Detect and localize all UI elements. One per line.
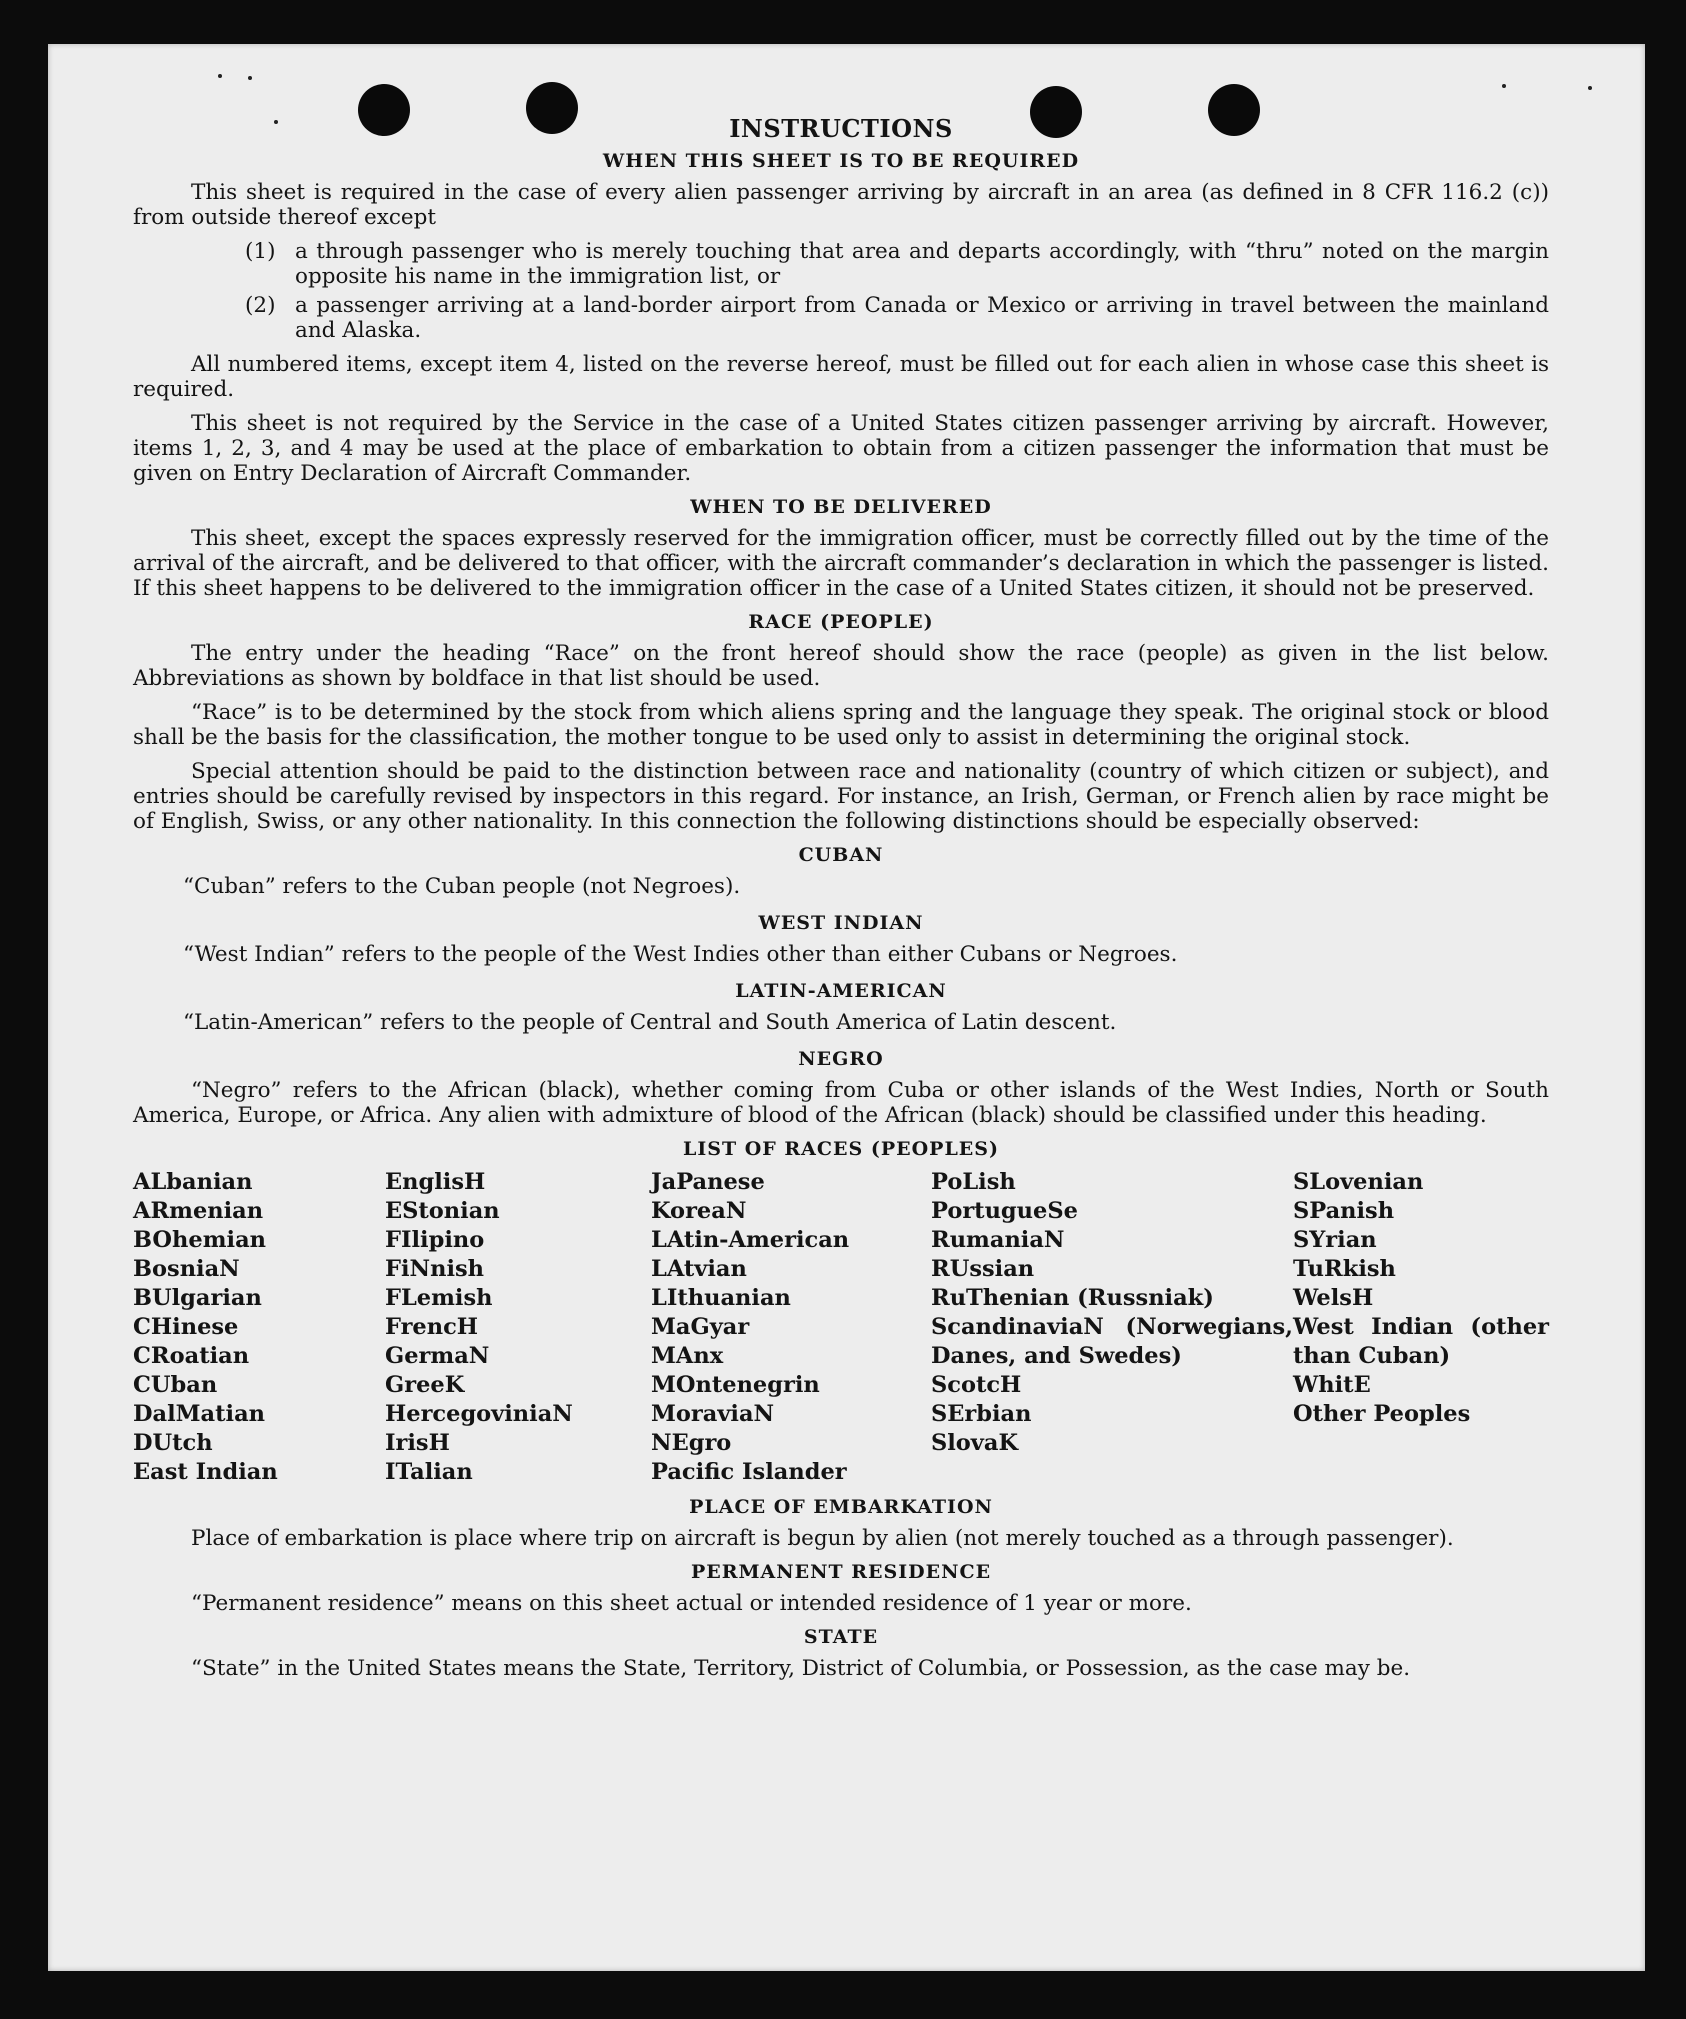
race-entry: ARmenian <box>133 1198 264 1224</box>
race-entry: East Indian <box>133 1459 278 1485</box>
speck <box>248 76 252 80</box>
race-entry: FIlipino <box>385 1227 485 1253</box>
race-entry: BosniaN <box>133 1256 240 1282</box>
speck <box>1502 84 1506 88</box>
races-column-2 <box>385 1168 651 1487</box>
item-text: a passenger arriving at a land-border airport from Canada or Mexico or arriving in travel between the mainland and Alaska. <box>295 293 1549 343</box>
race-entry: SYrian <box>1293 1227 1377 1253</box>
instructions-content <box>133 116 1549 1690</box>
race-entry: EStonian <box>385 1198 500 1224</box>
race-entry: PoLish <box>931 1169 1016 1195</box>
races-column-3 <box>651 1168 931 1487</box>
heading-delivered: WHEN TO BE DELIVERED <box>690 496 992 518</box>
race-entry: MoraviaN <box>651 1401 775 1427</box>
definition-residence: “Permanent residence” means on this sheet actual or intended residence of 1 year or more. <box>191 1591 1192 1616</box>
races-column-1 <box>133 1168 385 1487</box>
race-entry: WhitE <box>1293 1372 1371 1398</box>
heading-required: WHEN THIS SHEET IS TO BE REQUIRED <box>602 150 1080 172</box>
item-number: (1) <box>245 239 276 264</box>
race-entry: GreeK <box>385 1372 465 1398</box>
definition-negro: “Negro” refers to the African (black), whether coming from Cuba or other islands of the West Indies, North or South America, Europe, or Africa. Any alien with admixture of blood of the African (black) should be classified under this heading. <box>133 1078 1549 1128</box>
race-entry: ALbanian <box>133 1169 253 1195</box>
race-entry: CRoatian <box>133 1343 250 1369</box>
definition-state: “State” in the United States means the State, Territory, District of Columbia, or Possession, as the case may be. <box>191 1656 1411 1681</box>
race-entry: West Indian (other than Cuban) <box>1293 1314 1549 1369</box>
paragraph: The entry under the heading “Race” on the front hereof should show the race (people) as given in the list below. Abbreviations as shown by boldface in that list should be used. <box>133 641 1549 691</box>
race-entry: ScandinaviaN (Norwegians, Danes, and Swedes) <box>931 1314 1293 1369</box>
race-entry: SErbian <box>931 1401 1032 1427</box>
race-entry: KoreaN <box>651 1198 747 1224</box>
definition-cuban: “Cuban” refers to the Cuban people (not Negroes). <box>183 874 741 899</box>
race-entry: ScotcH <box>931 1372 1022 1398</box>
paragraph: This sheet, except the spaces expressly reserved for the immigration officer, must be correctly filled out by the time of the arrival of the aircraft, and be delivered to that officer, with the aircraft commander’s declaration in which the passenger is listed. If this sheet happens to be delivered to the immigration officer in the case of a United States citizen, it should not be preserved. <box>133 526 1549 601</box>
race-entry: EnglisH <box>385 1169 486 1195</box>
race-entry: SLovenian <box>1293 1169 1424 1195</box>
race-entry: JaPanese <box>651 1169 765 1195</box>
race-entry: FLemish <box>385 1285 493 1311</box>
race-entry: SPanish <box>1293 1198 1395 1224</box>
races-list <box>133 1168 1549 1487</box>
race-entry: MOntenegrin <box>651 1372 820 1398</box>
definition-west-indian: “West Indian” refers to the people of the West Indies other than either Cubans or Negroes. <box>183 942 1178 967</box>
race-entry: DUtch <box>133 1430 213 1456</box>
paragraph: This sheet is not required by the Service in the case of a United States citizen passenger arriving by aircraft. However, items 1, 2, 3, and 4 may be used at the place of embarkation to obtain from a citizen passenger the information that must be given on Entry Declaration of Aircraft Commander. <box>133 411 1549 486</box>
race-entry: NEgro <box>651 1430 732 1456</box>
race-entry: RuThenian (Russniak) <box>931 1285 1214 1311</box>
heading-list-of-races: LIST OF RACES (PEOPLES) <box>683 1138 999 1160</box>
race-entry: HercegoviniaN <box>385 1401 573 1427</box>
race-entry: TuRkish <box>1293 1256 1396 1282</box>
race-entry: MAnx <box>651 1343 724 1369</box>
list-item <box>245 293 1549 343</box>
heading-negro: NEGRO <box>798 1048 884 1070</box>
race-entry: FrencH <box>385 1314 479 1340</box>
race-entry: CHinese <box>133 1314 239 1340</box>
race-entry: DalMatian <box>133 1401 266 1427</box>
race-entry: ITalian <box>385 1459 473 1485</box>
speck <box>218 74 222 78</box>
heading-latin-american: LATIN-AMERICAN <box>735 980 947 1002</box>
race-entry: LAtin-American <box>651 1227 850 1253</box>
heading-race: RACE (PEOPLE) <box>748 611 934 633</box>
race-entry: BOhemian <box>133 1227 267 1253</box>
paragraph: All numbered items, except item 4, listed on the reverse hereof, must be filled out for each alien in whose case this sheet is required. <box>133 352 1549 402</box>
race-entry: SlovaK <box>931 1430 1019 1456</box>
race-entry: RumaniaN <box>931 1227 1065 1253</box>
races-column-4 <box>931 1168 1293 1487</box>
race-entry: Pacific Islander <box>651 1459 847 1485</box>
race-entry: RUssian <box>931 1256 1035 1282</box>
heading-cuban: CUBAN <box>798 844 884 866</box>
races-column-5 <box>1293 1168 1549 1487</box>
paragraph: Special attention should be paid to the distinction between race and nationality (country of which citizen or subject), and entries should be carefully revised by inspectors in this regard. For instance, an Irish, German, or French alien by race might be of English, Swiss, or any other nationality. In this connection the following distinctions should be especially observed: <box>133 759 1549 834</box>
race-entry: GermaN <box>385 1343 490 1369</box>
heading-embarkation: PLACE OF EMBARKATION <box>689 1496 993 1518</box>
speck <box>1588 86 1592 90</box>
item-number: (2) <box>245 293 276 318</box>
definition-latin-american: “Latin-American” refers to the people of Central and South America of Latin descent. <box>183 1010 1117 1035</box>
paragraph: “Race” is to be determined by the stock from which aliens spring and the language they speak. The original stock or blood shall be the basis for the classification, the mother tongue to be used only to assist in determining the original stock. <box>133 700 1549 750</box>
race-entry: FiNnish <box>385 1256 485 1282</box>
race-entry: LIthuanian <box>651 1285 791 1311</box>
race-entry: BUlgarian <box>133 1285 262 1311</box>
heading-residence: PERMANENT RESIDENCE <box>690 1561 992 1583</box>
list-item <box>245 239 1549 289</box>
race-entry: CUban <box>133 1372 218 1398</box>
item-text: a through passenger who is merely touching that area and departs accordingly, with “thru” noted on the margin opposite his name in the immigration list, or <box>295 239 1549 289</box>
race-entry: IrisH <box>385 1430 450 1456</box>
race-entry: PortugueSe <box>931 1198 1078 1224</box>
page-title: INSTRUCTIONS <box>729 114 953 143</box>
heading-state: STATE <box>803 1626 879 1648</box>
race-entry: MaGyar <box>651 1314 750 1340</box>
race-entry: LAtvian <box>651 1256 747 1282</box>
race-entry: WelsH <box>1293 1285 1374 1311</box>
document-page <box>48 44 1645 1971</box>
heading-west-indian: WEST INDIAN <box>758 912 924 934</box>
definition-embarkation: Place of embarkation is place where trip on aircraft is begun by alien (not merely touched as a through passenger). <box>191 1526 1454 1551</box>
race-entry: Other Peoples <box>1293 1401 1471 1427</box>
paragraph: This sheet is required in the case of every alien passenger arriving by aircraft in an area (as defined in 8 CFR 116.2 (c)) from outside thereof except <box>133 180 1549 230</box>
